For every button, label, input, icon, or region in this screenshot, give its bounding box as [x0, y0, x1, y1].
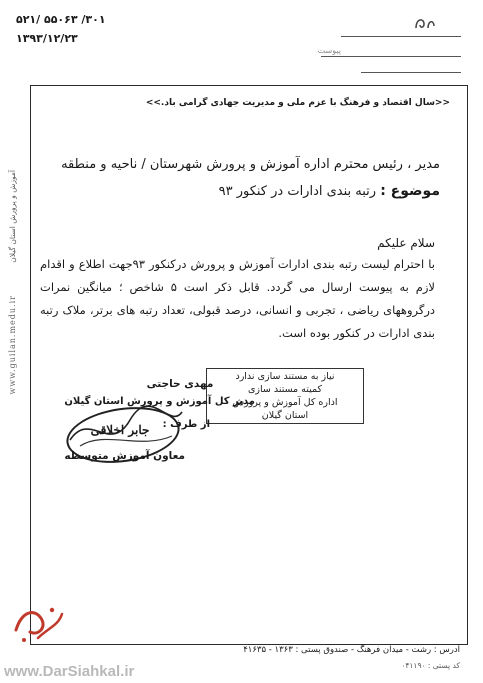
subject-text: رتبه بندی ادارات در کنکور ۹۳ — [218, 184, 377, 199]
subject-label: موضوع : — [380, 183, 440, 199]
letter-body: با احترام لیست رتبه بندی ادارات آموزش و پرورش درکنکور ۹۳جهت اطلاع و اقدام لازم به پیوست ارسال می گردد. قابل ذکر است ۵ شاخص ؛ میانگین نمرات درگروههای ریاضی ، تجربی و انسانی، درصد قبولی، تعداد رتبه های برتر، ملاک رتبه بندی ادارات در کنکور بوده است. — [40, 257, 435, 340]
attachment-label: پیوست — [317, 46, 341, 55]
footer-postal: کد پستی : ۰۴۱۱۹۰ — [401, 661, 460, 670]
side-margin-url: www.guilan.medu.ir — [8, 295, 17, 395]
notice-line-2: کمیته مستند سازی — [247, 384, 323, 395]
slogan: <<سال اقتصاد و فرهنگ با عزم ملی و مدیریت جهادی گرامی باد.>> — [145, 98, 450, 108]
signatory-title: مدیر کل آموزش و پرورش استان گیلان — [64, 396, 255, 407]
subject-line — [40, 183, 440, 199]
watermark-url: www.DarSiahkal.ir — [4, 663, 135, 680]
signatory-name: مهدی حاجتی — [146, 378, 214, 390]
side-margin-faint: آموزش و پرورش استان گیلان — [8, 170, 17, 263]
notice-line-1: نیاز به مستند سازی ندارد — [235, 371, 335, 382]
letterhead — [301, 6, 461, 76]
footer-address: آدرس : رشت - میدان فرهنگ - صندوق پستی : ۱۳۶۳ - ۴۱۶۳۵ — [243, 645, 460, 655]
stamp-name: جابر اخلاقی — [90, 423, 150, 437]
greeting: سلام علیکم — [377, 236, 435, 250]
letter-date: ۱۳۹۳/۱۲/۲۳ — [16, 32, 78, 45]
recipient-line: مدیر ، رئیس محترم اداره آموزش و پرورش شهرستان / ناحیه و منطقه — [61, 157, 440, 172]
notice-line-3: اداره کل آموزش و پرورش — [232, 397, 338, 408]
reference-number: ۵۲۱/ ۵۵۰۶۳ /۳۰۱ — [16, 13, 106, 26]
deputy-title: معاون آموزش متوسطه — [64, 450, 185, 462]
on-behalf-label: از طرف : — [162, 419, 210, 430]
notice-line-4: استان گیلان — [261, 410, 309, 421]
watermark-logo-icon — [8, 600, 68, 648]
